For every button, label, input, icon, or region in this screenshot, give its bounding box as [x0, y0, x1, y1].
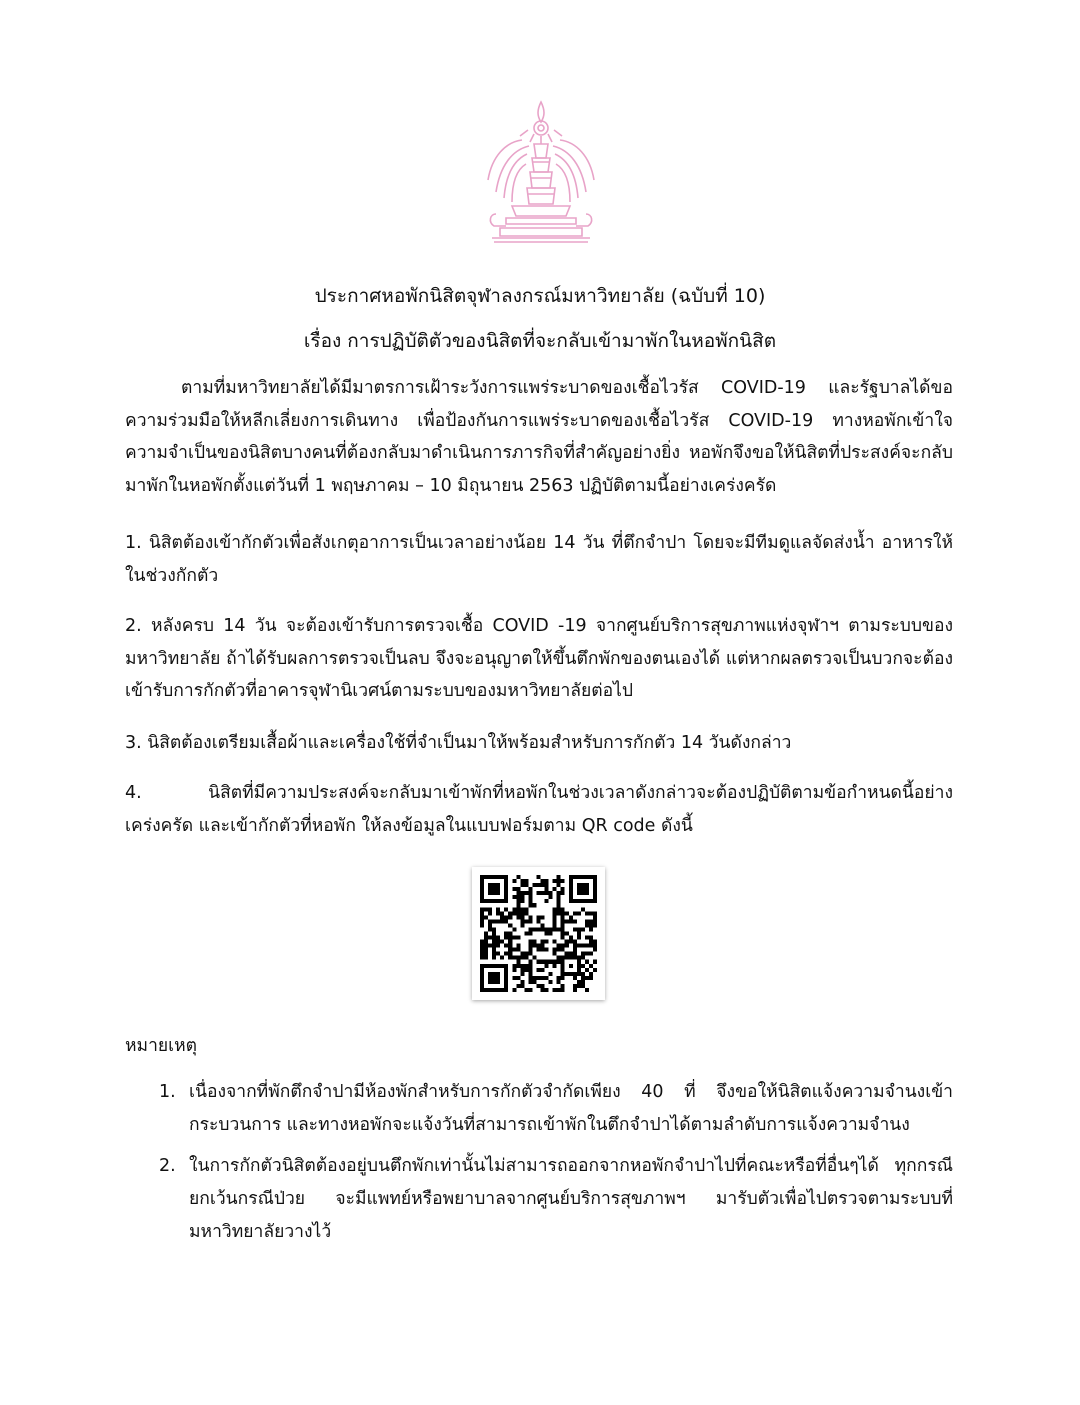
note-text: เนื่องจากที่พักตึกจำปามีห้องพักสำหรับการกักตัวจำกัดเพียง 40 ที่ จึงขอให้นิสิตแจ้งความจำนงเข้ากระบวนการ และทางหอพักจะแจ้งวันที่สามารถเข้าพักในตึกจำปาได้ตามลำดับการแจ้งความจำนง [189, 1082, 953, 1135]
note-item-2 [125, 1150, 953, 1249]
announcement-title: ประกาศหอพักนิสิตจุฬาลงกรณ์มหาวิทยาลัย (ฉบับที่ 10) [314, 285, 766, 307]
note-number: 2. [159, 1156, 176, 1176]
rule-item-1: 1. นิสิตต้องเข้ากักตัวเพื่อสังเกตุอาการเป็นเวลาอย่างน้อย 14 วัน ที่ตึกจำปา โดยจะมีทีมดูแลจัดส่งน้ำ อาหารให้ในช่วงกักตัว [125, 533, 953, 586]
note-item-1 [125, 1076, 953, 1142]
notes-heading: หมายเหตุ [125, 1036, 198, 1056]
intro-paragraph: ตามที่มหาวิทยาลัยได้มีมาตรการเฝ้าระวังการแพร่ระบาดของเชื้อไวรัส COVID-19 และรัฐบาลได้ขอความร่วมมือให้หลีกเลี่ยงการเดินทาง เพื่อป้องกันการแพร่ระบาดของเชื้อไวรัส COVID-19 ทางหอพักเข้าใจความจำเป็นของนิสิตบางคนที่ต้องกลับมาดำเนินการภารกิจที่สำคัญอย่างยิ่ง หอพักจึงขอให้นิสิตที่ประสงค์จะกลับมาพักในหอพักตั้งแต่วันที่ 1 พฤษภาคม – 10 มิถุนายน 2563 ปฏิบัติตามนี้อย่างเคร่งครัด [125, 378, 953, 496]
rule-item-2: 2. หลังครบ 14 วัน จะต้องเข้ารับการตรวจเชื้อ COVID -19 จากศูนย์บริการสุขภาพแห่งจุฬาฯ ตามระบบของมหาวิทยาลัย ถ้าได้รับผลการตรวจเป็นลบ จึงจะอนุญาตให้ขึ้นตึกพักของตนเองได้ แต่หากผลตรวจเป็นบวกจะต้องเข้ารับการกักตัวที่อาคารจุฬานิเวศน์ตามระบบของมหาวิทยาลัยต่อไป [125, 616, 953, 701]
chula-emblem-icon [482, 96, 600, 250]
notes-list [125, 1076, 953, 1257]
note-text: ในการกักตัวนิสิตต้องอยู่บนตึกพักเท่านั้นไม่สามารถออกจากหอพักจำปาไปที่คณะหรือที่อื่นๆได้ ทุกกรณียกเว้นกรณีป่วย จะมีแพทย์หรือพยาบาลจากศูนย์บริการสุขภาพฯ มารับตัวเพื่อไปตรวจตามระบบที่มหาวิทยาลัยวางไว้ [189, 1156, 953, 1242]
qr-code-icon[interactable] [472, 867, 605, 1000]
rule-item-4: 4. นิสิตที่มีความประสงค์จะกลับมาเข้าพักที่หอพักในช่วงเวลาดังกล่าวจะต้องปฏิบัติตามข้อกำหนดนี้อย่างเคร่งครัด และเข้ากักตัวที่หอพัก ให้ลงข้อมูลในแบบฟอร์มตาม QR code ดังนี้ [125, 783, 953, 836]
rule-item-3: 3. นิสิตต้องเตรียมเสื้อผ้าและเครื่องใช้ที่จำเป็นมาให้พร้อมสำหรับการกักตัว 14 วันดังกล่าว [125, 733, 792, 753]
announcement-subject: เรื่อง การปฏิบัติตัวของนิสิตที่จะกลับเข้ามาพักในหอพักนิสิต [303, 330, 777, 352]
note-number: 1. [159, 1082, 176, 1102]
